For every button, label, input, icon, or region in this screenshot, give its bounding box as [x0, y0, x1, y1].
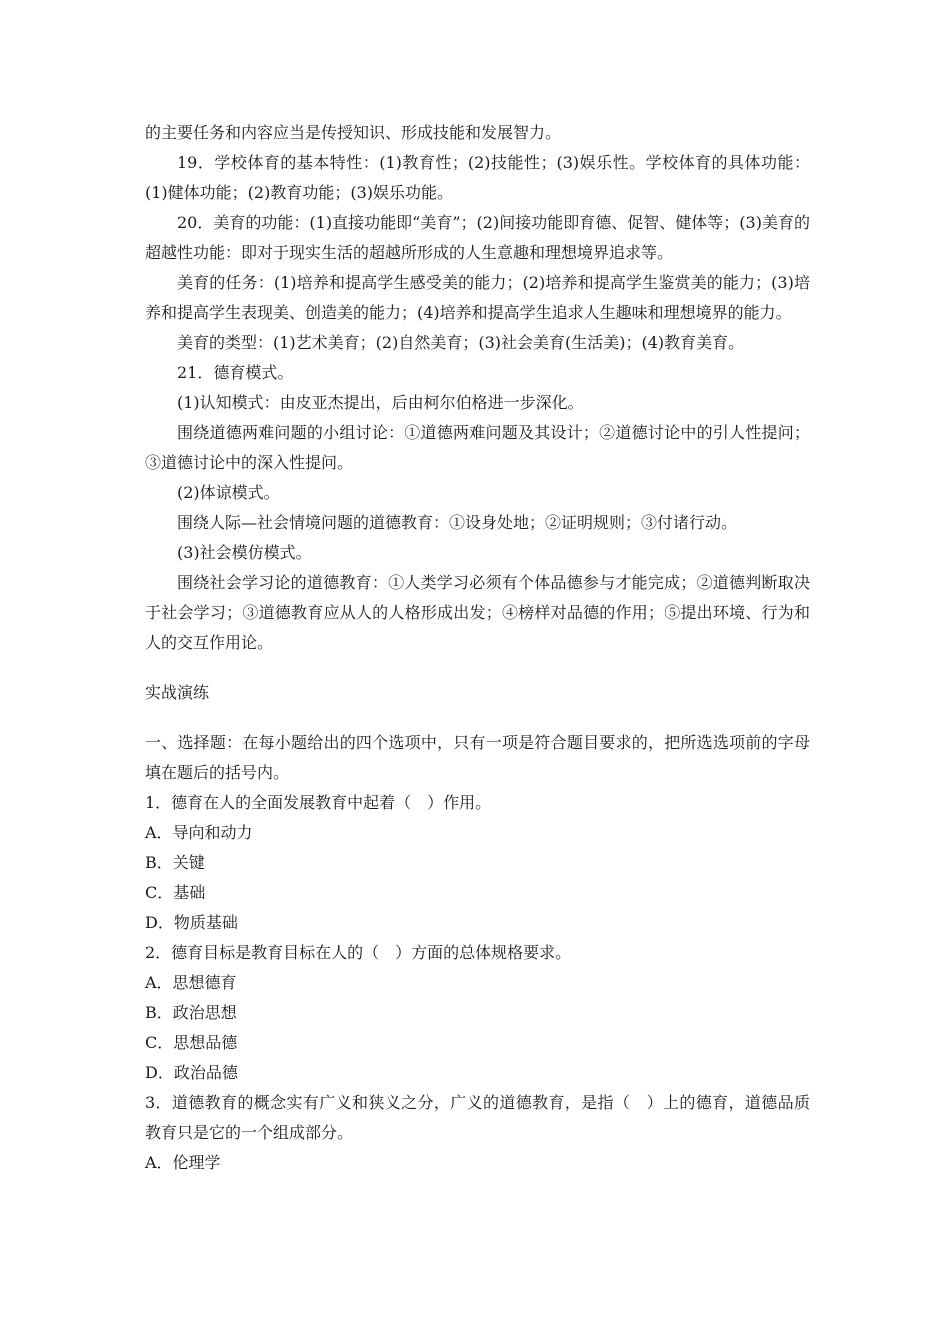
paragraph: (1)认知模式：由皮亚杰提出，后由柯尔伯格进一步深化。: [177, 393, 584, 412]
question-stem: 1．德育在人的全面发展教育中起着（ ）作用。: [145, 793, 492, 812]
paragraph: 围绕道德两难问题的小组讨论：①道德两难问题及其设计；②道德讨论中的引人性提问；③道德讨论中的深入性提问。: [145, 423, 810, 472]
paragraph: 美育的类型：(1)艺术美育；(2)自然美育；(3)社会美育(生活美)；(4)教育美育。: [177, 333, 745, 352]
question-option: C．基础: [145, 883, 206, 902]
paragraph: 19．学校体育的基本特性：(1)教育性；(2)技能性；(3)娱乐性。学校体育的具体功能：(1)健体功能；(2)教育功能；(3)娱乐功能。: [145, 153, 810, 202]
paragraph: (3)社会模仿模式。: [177, 543, 312, 562]
instruction-text: 一、选择题：在每小题给出的四个选项中，只有一项是符合题目要求的，把所选选项前的字母填在题后的括号内。: [145, 733, 810, 782]
section-heading: 实战演练: [145, 683, 210, 702]
paragraph: 20．美育的功能：(1)直接功能即“美育”；(2)间接功能即育德、促智、健体等；(3)美育的超越性功能：即对于现实生活的超越所形成的人生意趣和理想境界追求等。: [145, 213, 810, 262]
question-option: B．关键: [145, 853, 205, 872]
paragraph: 的主要任务和内容应当是传授知识、形成技能和发展智力。: [145, 123, 562, 142]
paragraph: 围绕社会学习论的道德教育：①人类学习必须有个体品德参与才能完成；②道德判断取决于社会学习；③道德教育应从人的人格形成出发；④榜样对品德的作用；⑤提出环境、行为和人的交互作用论。: [145, 573, 810, 652]
question-option: B．政治思想: [145, 1003, 237, 1022]
question-option: A．导向和动力: [145, 823, 253, 842]
document-page: [145, 118, 810, 1178]
question-option: A．思想德育: [145, 973, 237, 992]
paragraph: 围绕人际—社会情境问题的道德教育：①设身处地；②证明规则；③付诸行动。: [177, 513, 738, 532]
paragraph: 21．德育模式。: [177, 363, 294, 382]
question-option: A．伦理学: [145, 1153, 221, 1172]
question-option: C．思想品德: [145, 1033, 238, 1052]
paragraph: (2)体谅模式。: [177, 483, 280, 502]
question-option: D．物质基础: [145, 913, 238, 932]
question-stem: 2．德育目标是教育目标在人的（ ）方面的总体规格要求。: [145, 943, 572, 962]
question-option: D．政治品德: [145, 1063, 238, 1082]
paragraph: 美育的任务：(1)培养和提高学生感受美的能力；(2)培养和提高学生鉴赏美的能力；(3)培养和提高学生表现美、创造美的能力；(4)培养和提高学生追求人生趣味和理想境界的能力。: [145, 273, 810, 322]
question-stem: 3．道德教育的概念实有广义和狭义之分，广义的道德教育，是指（ ）上的德育，道德品质教育只是它的一个组成部分。: [145, 1093, 810, 1142]
